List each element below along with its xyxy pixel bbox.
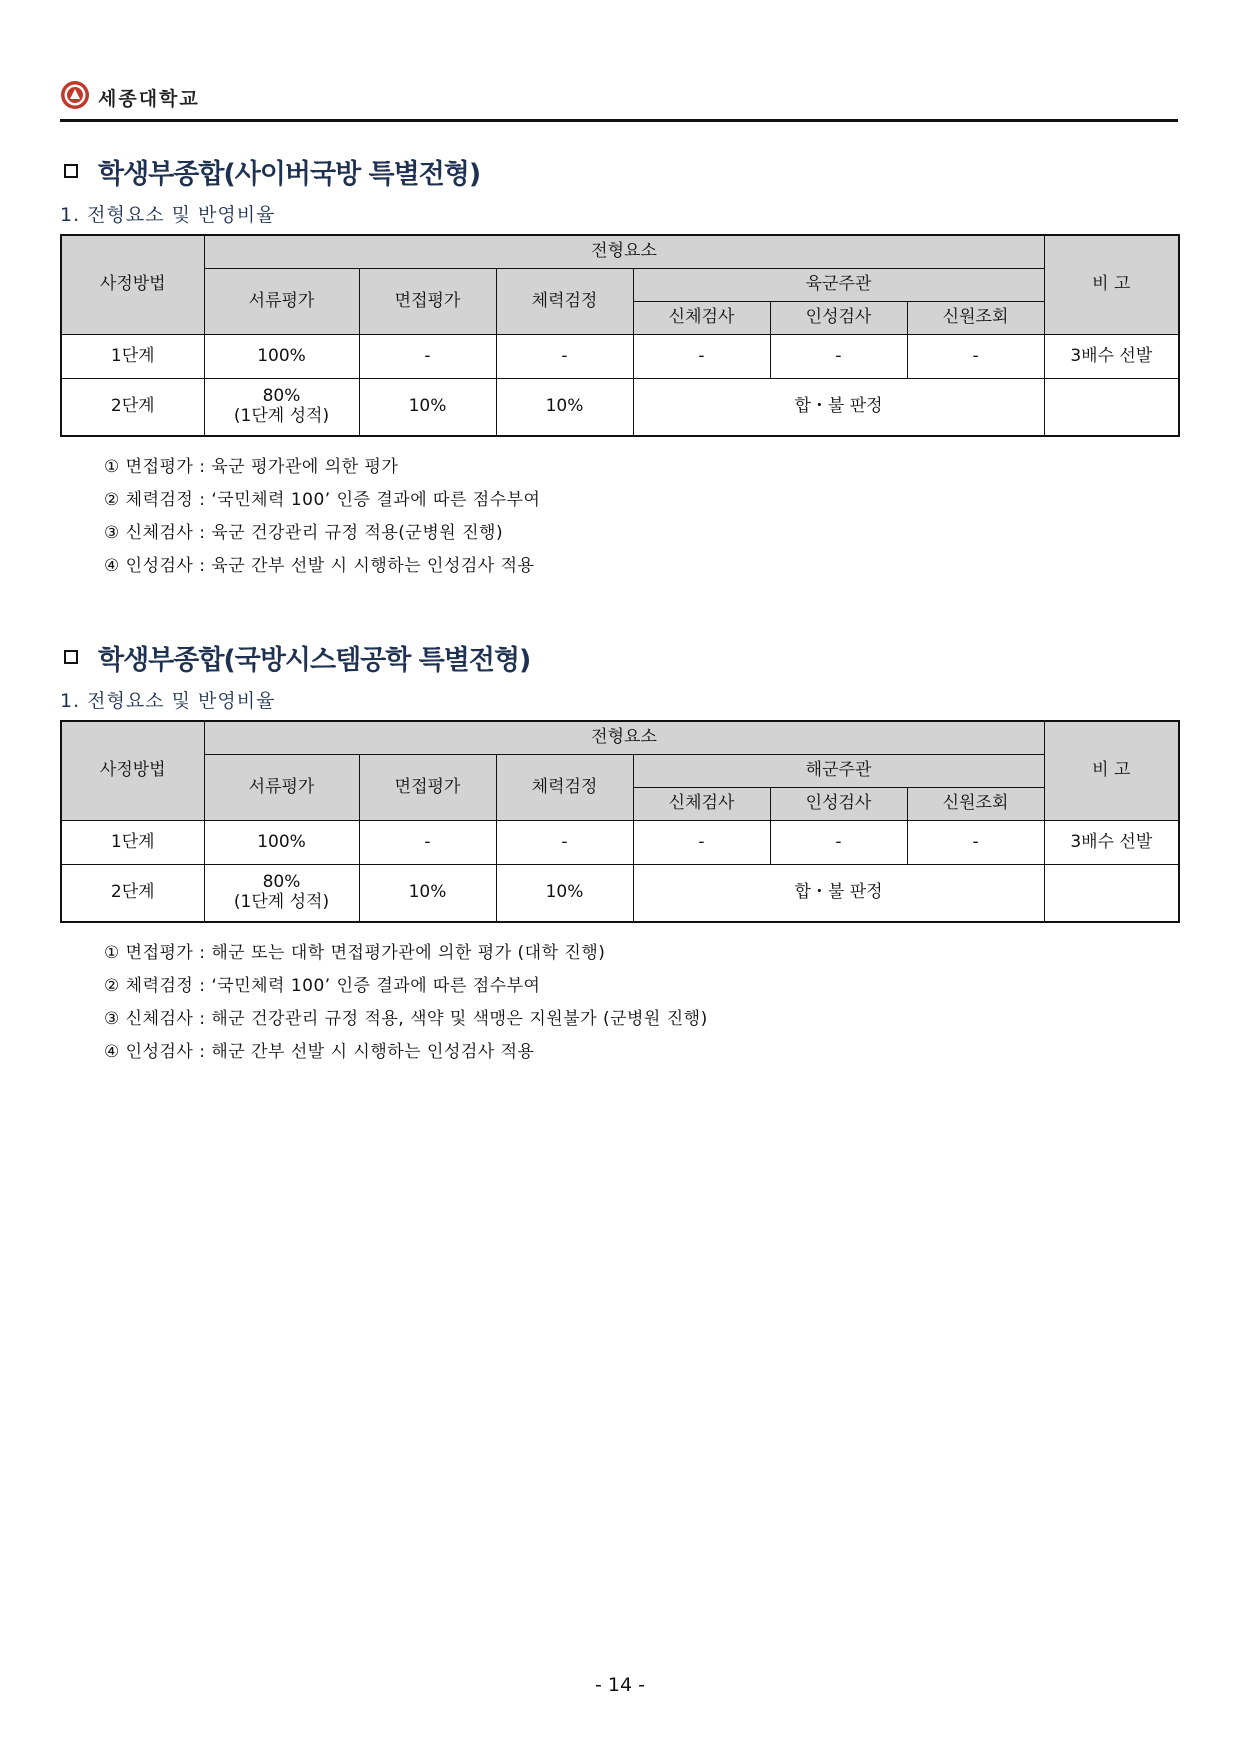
checkbox-bullet-icon (64, 650, 78, 664)
header-background: 신원조회 (907, 788, 1044, 821)
cell-physical: 10% (496, 865, 633, 923)
notes-list (60, 937, 1178, 1069)
note-item: ② 체력검정 : ‘국민체력 100’ 인증 결과에 따른 점수부여 (104, 976, 541, 996)
header-body-check: 신체검사 (633, 788, 770, 821)
cell-pass-fail: 합・불 판정 (633, 865, 1044, 923)
note-item: ① 면접평가 : 해군 또는 대학 면접평가관에 의한 평가 (대학 진행) (104, 943, 606, 963)
header-elements: 전형요소 (204, 721, 1044, 755)
cell-doc-value: 80% (262, 386, 301, 407)
cell-remark: 3배수 선발 (1044, 335, 1179, 379)
header-interview: 면접평가 (359, 755, 496, 821)
cell-stage: 1단계 (61, 821, 204, 865)
table-row (61, 379, 1179, 437)
cell-stage: 2단계 (61, 379, 204, 437)
header-interview: 면접평가 (359, 269, 496, 335)
cell-stage: 2단계 (61, 865, 204, 923)
header-remark: 비 고 (1044, 721, 1179, 821)
notes-list (60, 451, 1178, 583)
header-personality: 인성검사 (770, 302, 907, 335)
cell-body-check: - (633, 821, 770, 865)
cell-personality: - (770, 821, 907, 865)
cell-physical: - (496, 335, 633, 379)
section-defense-systems (60, 638, 1178, 1069)
selection-table (60, 720, 1180, 923)
section-cyber-defense (60, 152, 1178, 583)
cell-doc: 100% (204, 335, 359, 379)
header-org: 육군주관 (633, 269, 1044, 302)
section-title: 학생부종합(국방시스템공학 특별전형) (60, 638, 1178, 678)
table-row (61, 821, 1179, 865)
cell-doc-note: (1단계 성적) (233, 406, 330, 426)
cell-interview: 10% (359, 865, 496, 923)
cell-pass-fail: 합・불 판정 (633, 379, 1044, 437)
selection-table (60, 234, 1180, 437)
cell-physical: 10% (496, 379, 633, 437)
header-org: 해군주관 (633, 755, 1044, 788)
cell-doc (204, 865, 359, 923)
cell-body-check: - (633, 335, 770, 379)
cell-remark (1044, 379, 1179, 437)
header-doc: 서류평가 (204, 269, 359, 335)
page-number: - 14 - (595, 1674, 645, 1696)
cell-interview: 10% (359, 379, 496, 437)
cell-interview: - (359, 335, 496, 379)
cell-doc (204, 379, 359, 437)
page-header (60, 80, 1178, 122)
cell-background: - (907, 821, 1044, 865)
checkbox-bullet-icon (64, 164, 78, 178)
section-subtitle: 1. 전형요소 및 반영비율 (60, 204, 276, 226)
header-background: 신원조회 (907, 302, 1044, 335)
header-body-check: 신체검사 (633, 302, 770, 335)
note-item: ③ 신체검사 : 육군 건강관리 규정 적용(군병원 진행) (104, 523, 504, 543)
table-row (61, 865, 1179, 923)
table-row (61, 335, 1179, 379)
header-personality: 인성검사 (770, 788, 907, 821)
section-title: 학생부종합(사이버국방 특별전형) (60, 152, 1178, 192)
cell-remark (1044, 865, 1179, 923)
note-item: ④ 인성검사 : 육군 간부 선발 시 시행하는 인성검사 적용 (104, 556, 535, 576)
header-physical: 체력검정 (496, 755, 633, 821)
cell-doc-note: (1단계 성적) (233, 892, 330, 912)
header-elements: 전형요소 (204, 235, 1044, 269)
header-doc: 서류평가 (204, 755, 359, 821)
university-logo (60, 80, 90, 110)
note-item: ② 체력검정 : ‘국민체력 100’ 인증 결과에 따른 점수부여 (104, 490, 541, 510)
header-remark: 비 고 (1044, 235, 1179, 335)
cell-remark: 3배수 선발 (1044, 821, 1179, 865)
cell-personality: - (770, 335, 907, 379)
cell-doc: 100% (204, 821, 359, 865)
note-item: ③ 신체검사 : 해군 건강관리 규정 적용, 색약 및 색맹은 지원불가 (군병원 진행) (104, 1009, 708, 1029)
header-method: 사정방법 (61, 235, 204, 335)
note-item: ④ 인성검사 : 해군 간부 선발 시 시행하는 인성검사 적용 (104, 1042, 535, 1062)
cell-interview: - (359, 821, 496, 865)
cell-doc-value: 80% (262, 872, 301, 893)
section-subtitle: 1. 전형요소 및 반영비율 (60, 690, 276, 712)
university-name: 세종대학교 (98, 88, 200, 110)
header-method: 사정방법 (61, 721, 204, 821)
header-physical: 체력검정 (496, 269, 633, 335)
cell-background: - (907, 335, 1044, 379)
cell-stage: 1단계 (61, 335, 204, 379)
cell-physical: - (496, 821, 633, 865)
note-item: ① 면접평가 : 육군 평가관에 의한 평가 (104, 457, 399, 477)
